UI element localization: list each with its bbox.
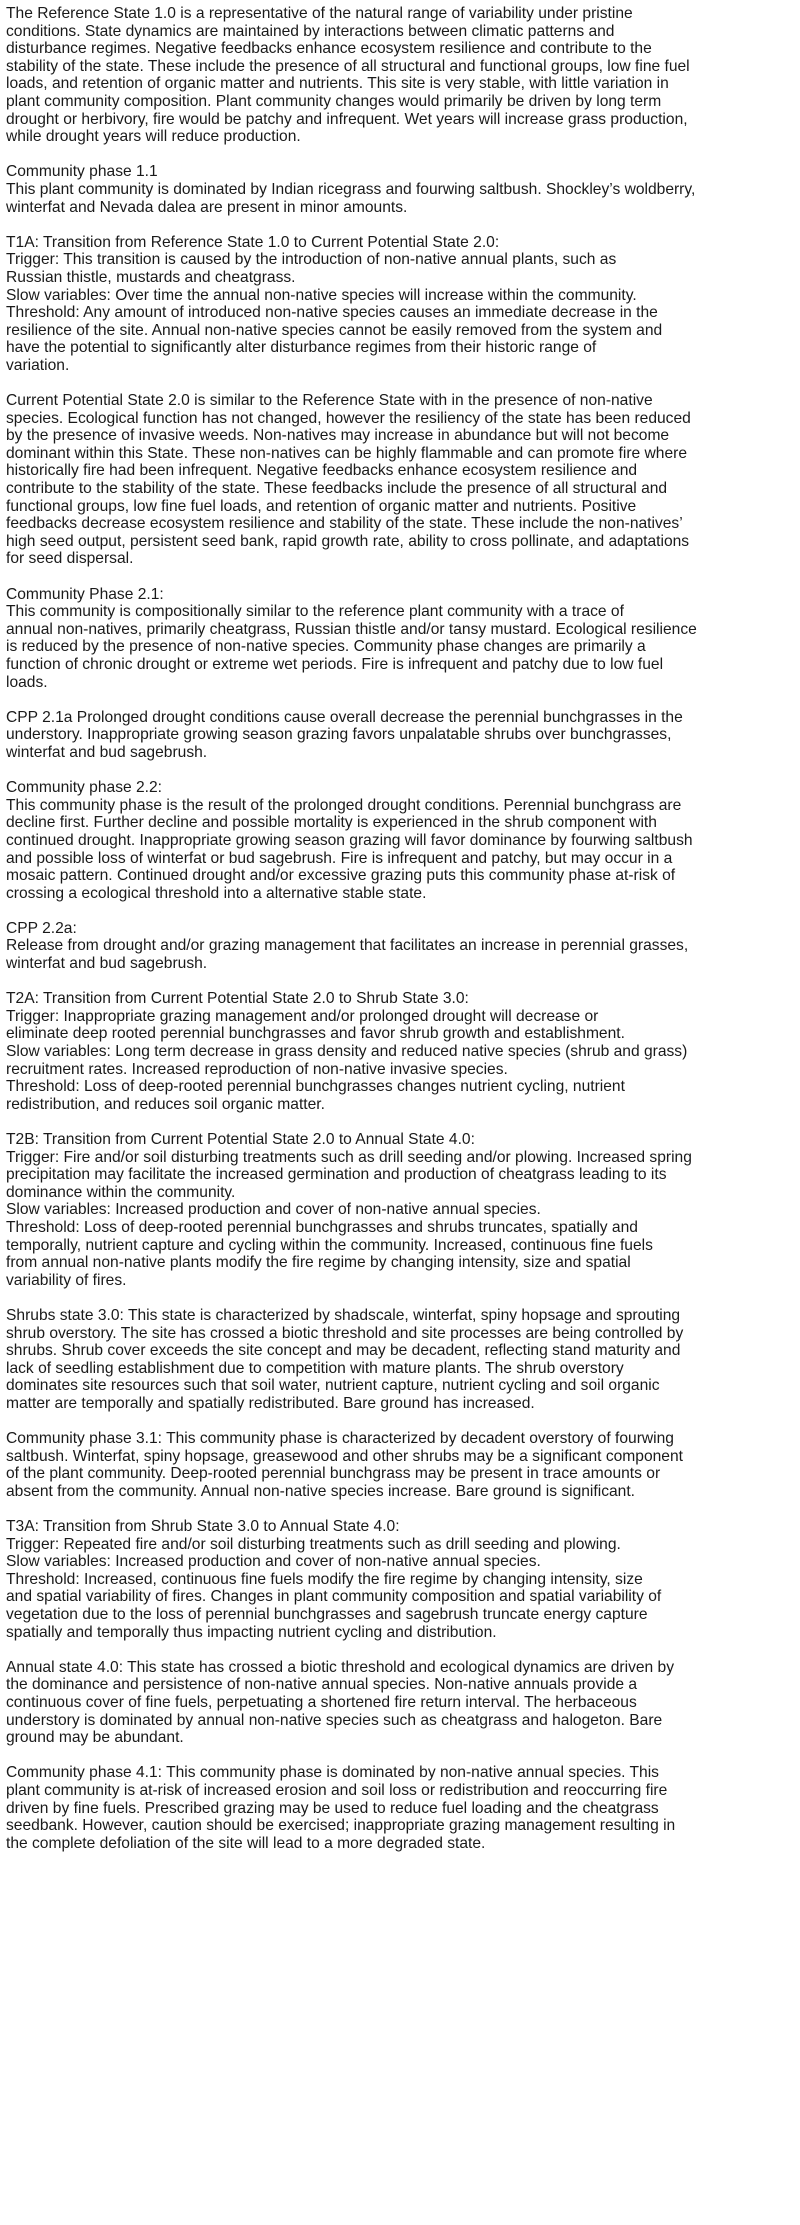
text-line: Trigger: Repeated fire and/or soil disturbing treatments such as drill seeding and plowing. [6,1535,621,1553]
text-line: loads, and retention of organic matter and nutrients. This site is very stable, with little variation in [6,75,669,93]
paragraph-gap [6,568,792,586]
text-line: ground may be abundant. [6,1729,184,1747]
text-line: continuous cover of fine fuels, perpetuating a shortened fire return interval. The herbaceous [6,1694,637,1711]
text-line: Release from drought and/or grazing management that facilitates an increase in perennial grasses, [6,937,689,955]
transition-t1a-paragraph [6,234,792,375]
paragraph-gap [6,1413,792,1431]
shrub-state-paragraph [6,1307,792,1413]
text-line: and spatial variability of fires. Changes in plant community composition and spatial variability of [6,1588,662,1606]
community-phase-2-1-paragraph [6,586,792,692]
text-line: Community phase 3.1: This community phase is characterized by decadent overstory of fourwing [6,1430,674,1448]
text-line: loads. [6,673,48,691]
text-line: have the potential to significantly alter disturbance regimes from their historic range of [6,339,597,357]
community-phase-4-1-paragraph [6,1764,792,1852]
text-line: disturbance regimes. Negative feedbacks enhance ecosystem resilience and contribute to the [6,40,652,58]
text-line: eliminate deep rooted perennial bunchgrasses and favor shrub growth and establishment. [6,1025,625,1043]
text-line: This community is compositionally similar to the reference plant community with a trace of [6,603,624,621]
paragraph-gap [6,902,792,920]
text-line: Community Phase 2.1: [6,585,164,603]
text-line: The Reference State 1.0 is a representative of the natural range of variability under pristine [6,5,633,22]
text-line: lack of seedling establishment due to competition with mature plants. The shrub overstory [6,1359,624,1377]
text-line: variability of fires. [6,1271,127,1289]
text-line: functional groups, low fine fuel loads, and retention of organic matter and nutrients. Positive [6,497,637,515]
paragraph-gap [6,1113,792,1131]
transition-t2a-paragraph [6,990,792,1113]
text-line: saltbush. Winterfat, spiny hopsage, greasewood and other shrubs may be a significant component [6,1447,683,1465]
community-phase-3-1-paragraph [6,1430,792,1500]
text-line: drought or herbivory, fire would be patchy and infrequent. Wet years will increase grass production, [6,110,688,128]
text-line: and possible loss of winterfat or bud sagebrush. Fire is infrequent and patchy, but may occur in a [6,849,673,867]
text-line: plant community composition. Plant community changes would primarily be driven by long term [6,92,662,110]
text-line: resilience of the site. Annual non-native species cannot be easily removed from the system and [6,321,663,339]
paragraph-gap [6,973,792,991]
text-line: dominant within this State. These non-natives can be highly flammable and can promote fire where [6,444,688,462]
text-line: temporally, nutrient capture and cycling within the community. Increased, continuous fine fuels [6,1236,653,1254]
text-line: vegetation due to the loss of perennial bunchgrasses and sagebrush truncate energy capture [6,1606,648,1624]
text-line: winterfat and Nevada dalea are present in minor amounts. [6,198,408,216]
text-line: for seed dispersal. [6,550,134,568]
cpp-2-1a-paragraph [6,709,792,762]
text-line: T3A: Transition from Shrub State 3.0 to Annual State 4.0: [6,1518,400,1536]
text-line: while drought years will reduce production. [6,128,301,146]
text-line: Community phase 2.2: [6,779,163,797]
text-line: of the plant community. Deep-rooted perennial bunchgrass may be present in trace amounts or [6,1465,661,1483]
text-line: T2B: Transition from Current Potential State 2.0 to Annual State 4.0: [6,1131,475,1148]
text-line: Threshold: Any amount of introduced non-native species causes an immediate decrease in the [6,304,658,322]
text-line: precipitation may facilitate the increased germination and production of cheatgrass leading to its [6,1166,667,1184]
text-line: CPP 2.1a Prolonged drought conditions cause overall decrease the perennial bunchgrasses in the [6,708,683,726]
text-line: shrub overstory. The site has crossed a biotic threshold and site processes are being controlled by [6,1324,684,1342]
text-line: This plant community is dominated by Indian ricegrass and fourwing saltbush. Shockley’s woldberry, [6,180,696,198]
text-line: Slow variables: Increased production and cover of non-native annual species. [6,1201,541,1219]
text-line: This community phase is the result of the prolonged drought conditions. Perennial bunchgrass are [6,796,682,814]
community-phase-2-2-paragraph [6,779,792,902]
text-line: Russian thistle, mustards and cheatgrass. [6,268,296,286]
current-potential-state-paragraph [6,392,792,568]
text-line: winterfat and bud sagebrush. [6,743,208,761]
text-line: decline first. Further decline and possible mortality is experienced in the shrub component with [6,814,657,832]
annual-state-paragraph [6,1659,792,1747]
cpp-2-2a-paragraph [6,920,792,973]
text-line: the dominance and persistence of non-native annual species. Non-native annuals provide a [6,1676,638,1694]
text-line: crossing a ecological threshold into a alternative stable state. [6,884,427,902]
text-line: function of chronic drought or extreme wet periods. Fire is infrequent and patchy due to low fuel [6,655,664,673]
paragraph-gap [6,1641,792,1659]
text-line: Threshold: Increased, continuous fine fuels modify the fire regime by changing intensity, size [6,1570,643,1588]
paragraph-gap [6,216,792,234]
text-line: species. Ecological function has not changed, however the resiliency of the state has been reduced [6,409,691,427]
text-line: Slow variables: Increased production and cover of non-native annual species. [6,1553,541,1571]
text-line: Annual state 4.0: This state has crossed a biotic threshold and ecological dynamics are driven by [6,1658,675,1676]
text-line: feedbacks decrease ecosystem resilience and stability of the state. These include the non-natives’ [6,515,683,533]
transition-t2b-paragraph [6,1131,792,1289]
text-line: continued drought. Inappropriate growing season grazing will favor dominance by fourwing saltbush [6,831,693,849]
text-line: annual non-natives, primarily cheatgrass, Russian thistle and/or tansy mustard. Ecological resilience [6,620,697,638]
text-line: understory. Inappropriate growing season grazing favors unpalatable shrubs over bunchgrasses, [6,726,672,744]
paragraph-gap [6,1747,792,1765]
text-line: redistribution, and reduces soil organic matter. [6,1095,325,1113]
text-line: historically fire had been infrequent. Negative feedbacks enhance ecosystem resilience and [6,462,638,480]
paragraph-gap [6,762,792,780]
text-line: Community phase 1.1 [6,163,158,181]
text-line: understory is dominated by annual non-native species such as cheatgrass and halogeton. Bare [6,1711,663,1729]
text-line: driven by fine fuels. Prescribed grazing may be used to reduce fuel loading and the cheatgrass [6,1799,659,1817]
text-line: Trigger: This transition is caused by the introduction of non-native annual plants, such as [6,251,617,269]
text-line: Community phase 4.1: This community phase is dominated by non-native annual species. This [6,1764,659,1782]
paragraph-gap [6,146,792,164]
community-phase-1-1-paragraph [6,163,792,216]
transition-t3a-paragraph [6,1518,792,1641]
text-line: Slow variables: Over time the annual non-native species will increase within the community. [6,286,637,304]
text-line: stability of the state. These include the presence of all structural and functional groups, low fine fuel [6,57,690,75]
text-line: Slow variables: Long term decrease in grass density and reduced native species (shrub and grass) [6,1043,688,1061]
text-line: conditions. State dynamics are maintained by interactions between climatic patterns and [6,22,615,40]
text-line: Shrubs state 3.0: This state is characterized by shadscale, winterfat, spiny hopsage and sprouting [6,1306,681,1324]
text-line: shrubs. Shrub cover exceeds the site concept and may be decadent, reflecting stand maturity and [6,1342,681,1360]
paragraph-gap [6,691,792,709]
paragraph-gap [6,1289,792,1307]
paragraph-gap [6,1500,792,1518]
paragraph-gap [6,374,792,392]
text-line: by the presence of invasive weeds. Non-natives may increase in abundance but will not become [6,427,670,445]
text-line: Trigger: Fire and/or soil disturbing treatments such as drill seeding and/or plowing. Increased spring [6,1148,692,1166]
text-line: dominance within the community. [6,1183,236,1201]
reference-state-paragraph [6,5,792,146]
text-line: the complete defoliation of the site will lead to a more degraded state. [6,1834,486,1852]
text-line: dominates site resources such that soil water, nutrient capture, nutrient cycling and soil organic [6,1377,660,1395]
text-line: recruitment rates. Increased reproduction of non-native invasive species. [6,1060,508,1078]
text-line: seedbank. However, caution should be exercised; inappropriate grazing management resulting in [6,1817,676,1835]
text-line: high seed output, persistent seed bank, rapid growth rate, ability to cross pollinate, and adaptations [6,532,690,550]
text-line: contribute to the stability of the state. These feedbacks include the presence of all structural and [6,480,668,498]
text-line: is reduced by the presence of non-native species. Community phase changes are primarily a [6,638,646,656]
text-line: variation. [6,356,70,374]
text-line: CPP 2.2a: [6,919,77,937]
text-line: Threshold: Loss of deep-rooted perennial bunchgrasses and shrubs truncates, spatially and [6,1218,638,1236]
text-line: mosaic pattern. Continued drought and/or excessive grazing puts this community phase at-risk of [6,867,676,885]
text-line: Current Potential State 2.0 is similar to the Reference State with in the presence of non-native [6,392,653,410]
text-line: Trigger: Inappropriate grazing management and/or prolonged drought will decrease or [6,1007,599,1025]
text-line: T1A: Transition from Reference State 1.0 to Current Potential State 2.0: [6,233,500,251]
text-line: T2A: Transition from Current Potential State 2.0 to Shrub State 3.0: [6,990,469,1008]
text-line: spatially and temporally thus impacting nutrient cycling and distribution. [6,1623,497,1641]
text-line: absent from the community. Annual non-native species increase. Bare ground is significant. [6,1482,635,1500]
text-line: matter are temporally and spatially redistributed. Bare ground has increased. [6,1394,535,1412]
text-line: winterfat and bud sagebrush. [6,955,208,973]
text-line: Threshold: Loss of deep-rooted perennial bunchgrasses changes nutrient cycling, nutrient [6,1078,625,1096]
text-line: plant community is at-risk of increased erosion and soil loss or redistribution and reoccurring fire [6,1781,668,1799]
text-line: from annual non-native plants modify the fire regime by changing intensity, size and spatial [6,1254,631,1272]
